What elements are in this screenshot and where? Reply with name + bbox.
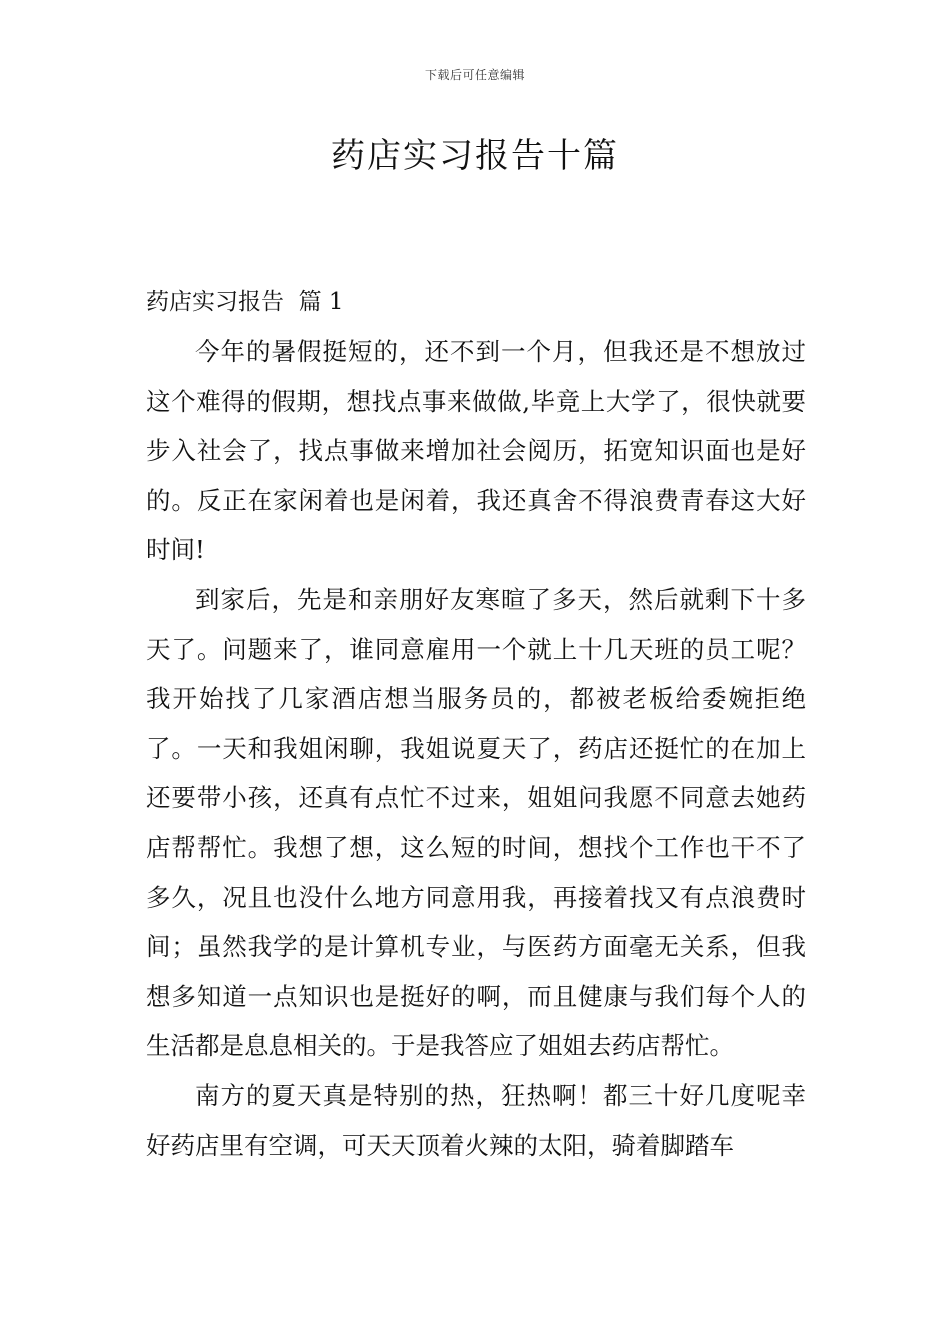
paragraph: 南方的夏天真是特别的热，狂热啊！都三十好几度呢幸好药店里有空调，可天天顶着火辣的太阳，骑着脚踏车 <box>146 1080 806 1160</box>
section-heading: 药店实习报告 篇 1 <box>146 289 344 315</box>
download-note: 下载后可任意编辑 <box>424 68 525 82</box>
paragraph: 今年的暑假挺短的，还不到一个月，但我还是不想放过这个难得的假期，想找点事来做做,毕竟上大学了，很快就要步入社会了，找点事做来增加社会阅历，拓宽知识面也是好的。反正在家闲着也是闲着，我还真舍不得浪费青春这大好时间! <box>146 337 806 565</box>
paragraph: 到家后，先是和亲朋好友寒暄了多天，然后就剩下十多天了。问题来了，谁同意雇用一个就上十几天班的员工呢？我开始找了几家酒店想当服务员的，都被老板给委婉拒绝了。一天和我姐闲聊，我姐说夏天了，药店还挺忙的在加上还要带小孩，还真有点忙不过来，姐姐问我愿不同意去她药店帮帮忙。我想了想，这么短的时间，想找个工作也干不了多久，况且也没什么地方同意用我，再接着找又有点浪费时间；虽然我学的是计算机专业，与医药方面毫无关系，但我想多知道一点知识也是挺好的啊，而且健康与我们每个人的生活都是息息相关的。于是我答应了姐姐去药店帮忙。 <box>146 584 806 1061</box>
body-text <box>146 327 806 1170</box>
document-title: 药店实习报告十篇 <box>331 136 619 176</box>
